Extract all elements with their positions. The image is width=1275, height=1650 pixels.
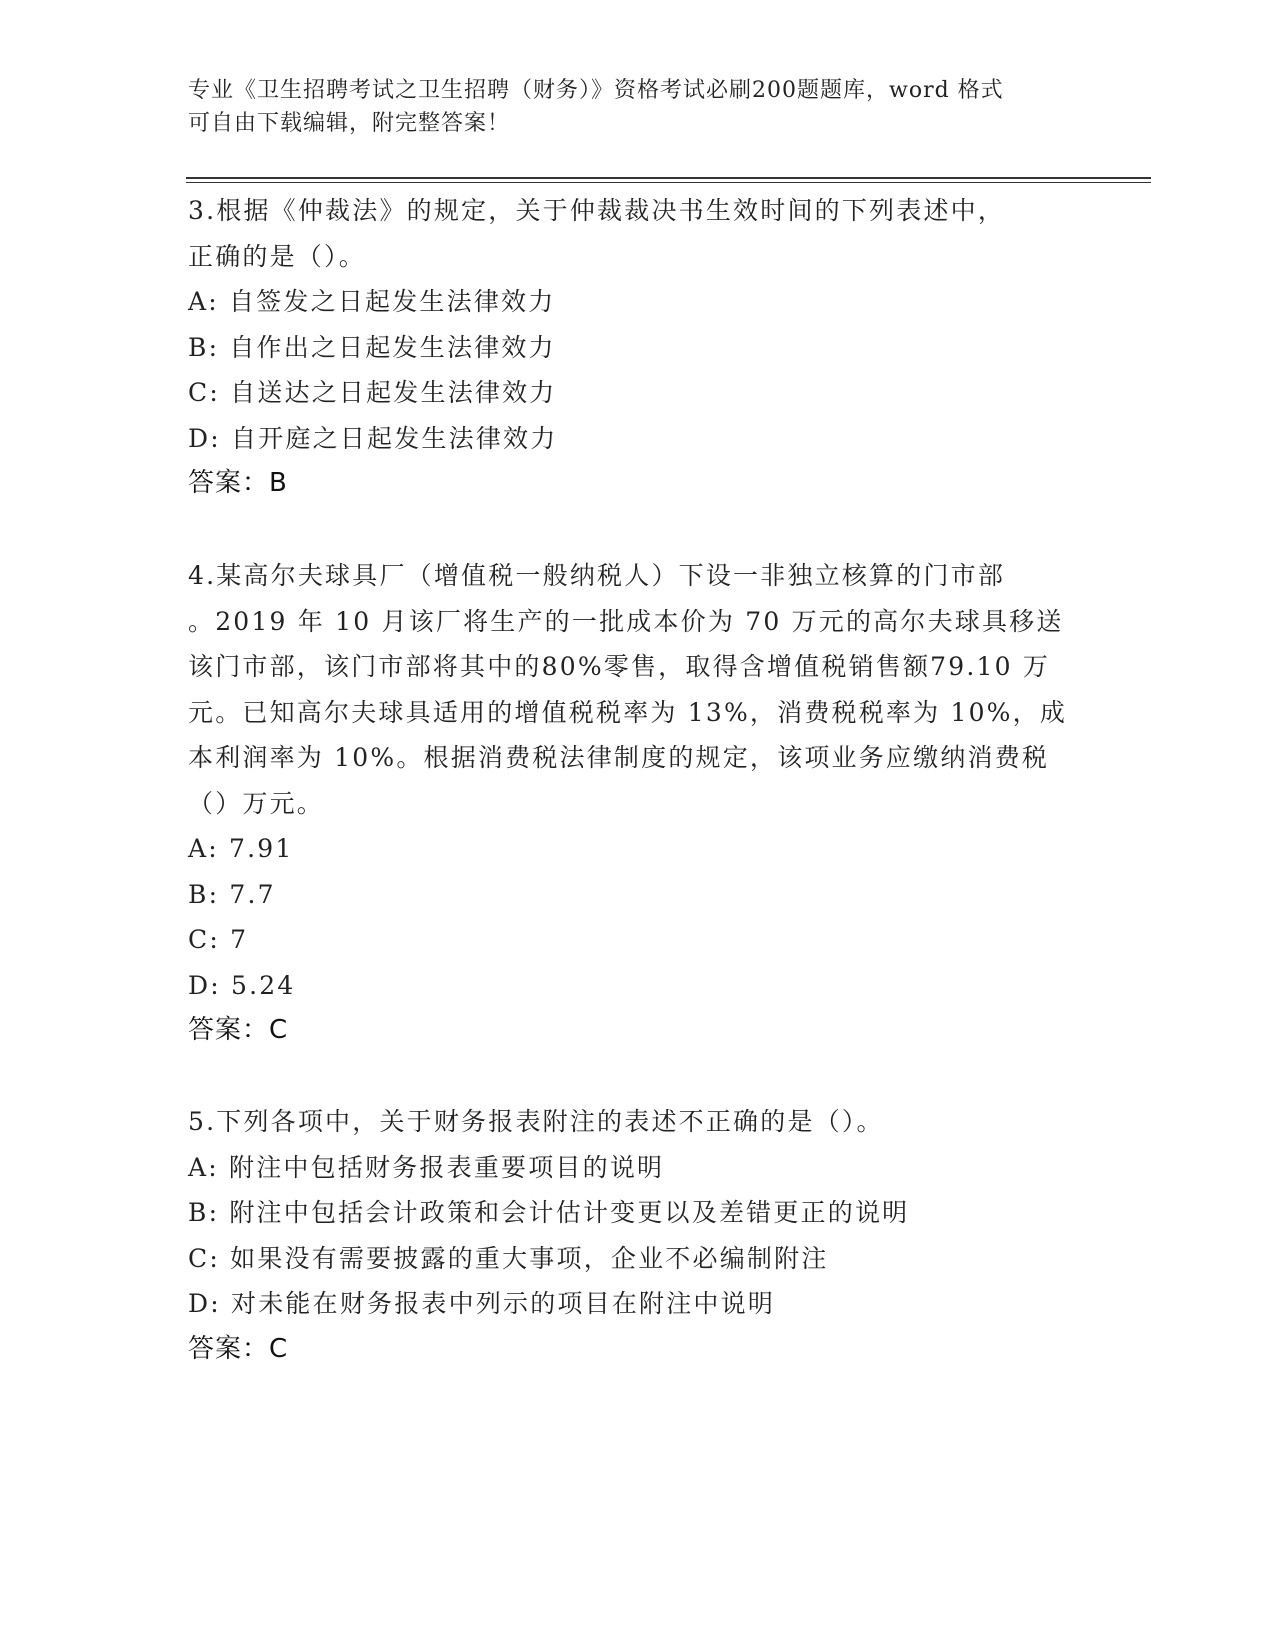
option-a: A: 自签发之日起发生法律效力 xyxy=(188,287,556,316)
option-a: A: 附注中包括财务报表重要项目的说明 xyxy=(188,1152,665,1182)
header-line-1: 专业《卫生招聘考试之卫生招聘（财务）》资格考试必刷200题题库，word 格式 xyxy=(188,78,1004,103)
document-header xyxy=(188,74,1068,140)
question-text-line: （）万元。 xyxy=(188,788,325,818)
option-b: B: 自作出之日起发生法律效力 xyxy=(188,332,556,362)
option-d: D: 自开庭之日起发生法律效力 xyxy=(188,423,558,453)
answer-line: 答案：C xyxy=(188,1333,289,1364)
question-5 xyxy=(188,1099,1088,1372)
header-rule-thick xyxy=(186,177,1151,179)
question-text-line: 该门市部，该门市部将其中的80%零售，取得含增值税销售额79.10 万 xyxy=(188,652,1051,681)
question-4 xyxy=(188,553,1088,1054)
question-text-line: 正确的是（）。 xyxy=(188,241,366,271)
option-c: C: 自送达之日起发生法律效力 xyxy=(188,378,557,407)
header-line-2: 可自由下载编辑，附完整答案！ xyxy=(188,111,511,136)
question-text-line: 元。已知高尔夫球具适用的增值税税率为 13%，消费税税率为 10%，成 xyxy=(188,697,1068,727)
option-c: C: 7 xyxy=(188,925,249,954)
question-3 xyxy=(188,188,1088,507)
option-b: B: 附注中包括会计政策和会计估计变更以及差错更正的说明 xyxy=(188,1198,910,1227)
answer-line: 答案：B xyxy=(188,468,288,498)
option-b: B: 7.7 xyxy=(188,879,276,909)
question-text-line: 3.根据《仲裁法》的规定，关于仲裁裁决书生效时间的下列表述中， xyxy=(188,196,1006,225)
option-d: D: 对未能在财务报表中列示的项目在附注中说明 xyxy=(188,1289,776,1318)
question-text-line: 。2019 年 10 月该厂将生产的一批成本价为 70 万元的高尔夫球具移送 xyxy=(188,606,1064,636)
question-text-line: 4.某高尔夫球具厂（增值税一般纳税人）下设一非独立核算的门市部 xyxy=(188,561,1006,590)
question-text-line: 5.下列各项中，关于财务报表附注的表述不正确的是（）。 xyxy=(188,1107,884,1136)
header-rule-thin xyxy=(186,182,1151,183)
option-a: A: 7.91 xyxy=(188,834,294,863)
option-d: D: 5.24 xyxy=(188,970,296,1000)
question-text-line: 本利润率为 10%。根据消费税法律制度的规定，该项业务应缴纳消费税 xyxy=(188,743,1050,772)
option-c: C: 如果没有需要披露的重大事项，企业不必编制附注 xyxy=(188,1243,829,1273)
answer-line: 答案：C xyxy=(188,1015,289,1045)
